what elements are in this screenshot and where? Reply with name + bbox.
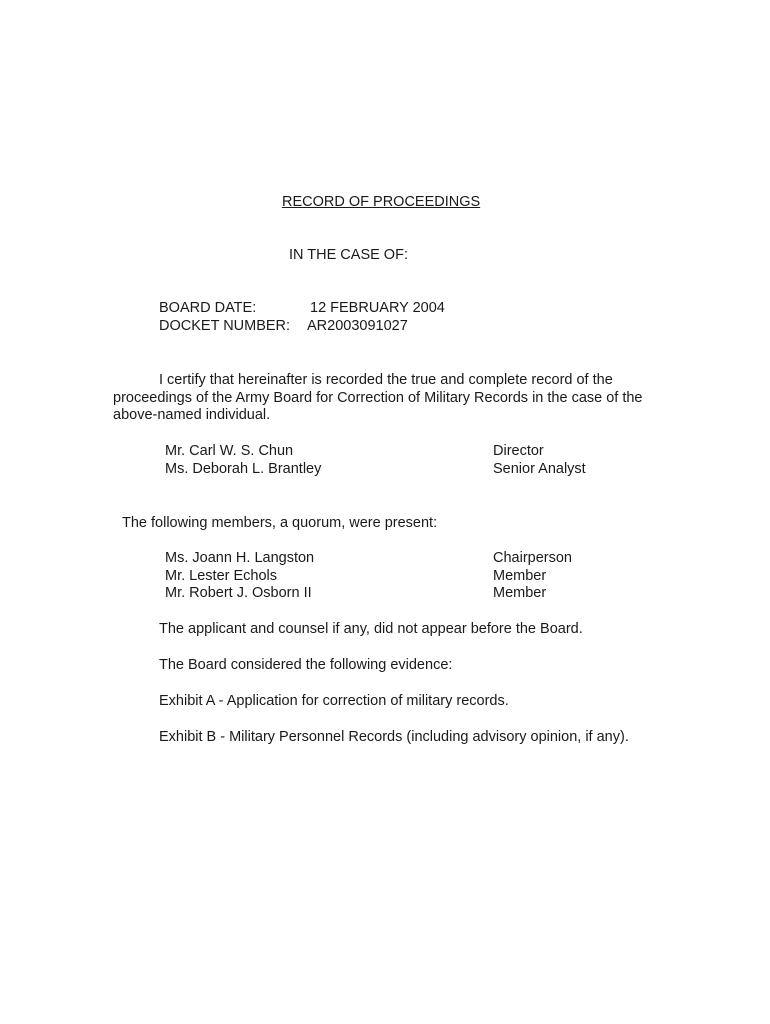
board-date-label: BOARD DATE:: [159, 300, 257, 316]
quorum-statement: The following members, a quorum, were present:: [122, 515, 438, 531]
member-row: [165, 568, 625, 586]
evidence-intro: The Board considered the following evidence:: [159, 657, 453, 673]
staff-name: Mr. Carl W. S. Chun: [165, 443, 294, 459]
member-role: Member: [493, 585, 547, 602]
staff-role: Senior Analyst: [493, 460, 586, 477]
document-title: RECORD OF PROCEEDINGS: [282, 194, 481, 210]
members-list: [165, 550, 625, 603]
member-role: Chairperson: [493, 550, 572, 566]
member-role: Member: [493, 567, 547, 584]
docket-number-value: AR2003091027: [307, 318, 408, 334]
member-name: Mr. Robert J. Osborn II: [165, 585, 312, 602]
member-row: [165, 585, 625, 603]
staff-name: Ms. Deborah L. Brantley: [165, 460, 322, 477]
docket-number-label: DOCKET NUMBER:: [159, 318, 291, 334]
exhibit-b: Exhibit B - Military Personnel Records (including advisory opinion, if any).: [159, 729, 629, 745]
exhibit-a: Exhibit A - Application for correction of military records.: [159, 693, 509, 709]
staff-row: [165, 461, 625, 479]
appearance-statement: The applicant and counsel if any, did not appear before the Board.: [159, 621, 583, 637]
member-name: Mr. Lester Echols: [165, 567, 278, 584]
board-date-value: 12 FEBRUARY 2004: [310, 300, 445, 316]
staff-role: Director: [493, 443, 544, 459]
staff-row: [165, 443, 625, 461]
certification-paragraph: I certify that hereinafter is recorded the true and complete record of the proceedings of the Army Board for Correction of Military Records in the case of the above-named individual.: [113, 372, 643, 423]
member-name: Ms. Joann H. Langston: [165, 550, 315, 566]
member-row: [165, 550, 625, 568]
case-of-heading: IN THE CASE OF:: [289, 247, 408, 263]
staff-list: [165, 443, 625, 478]
